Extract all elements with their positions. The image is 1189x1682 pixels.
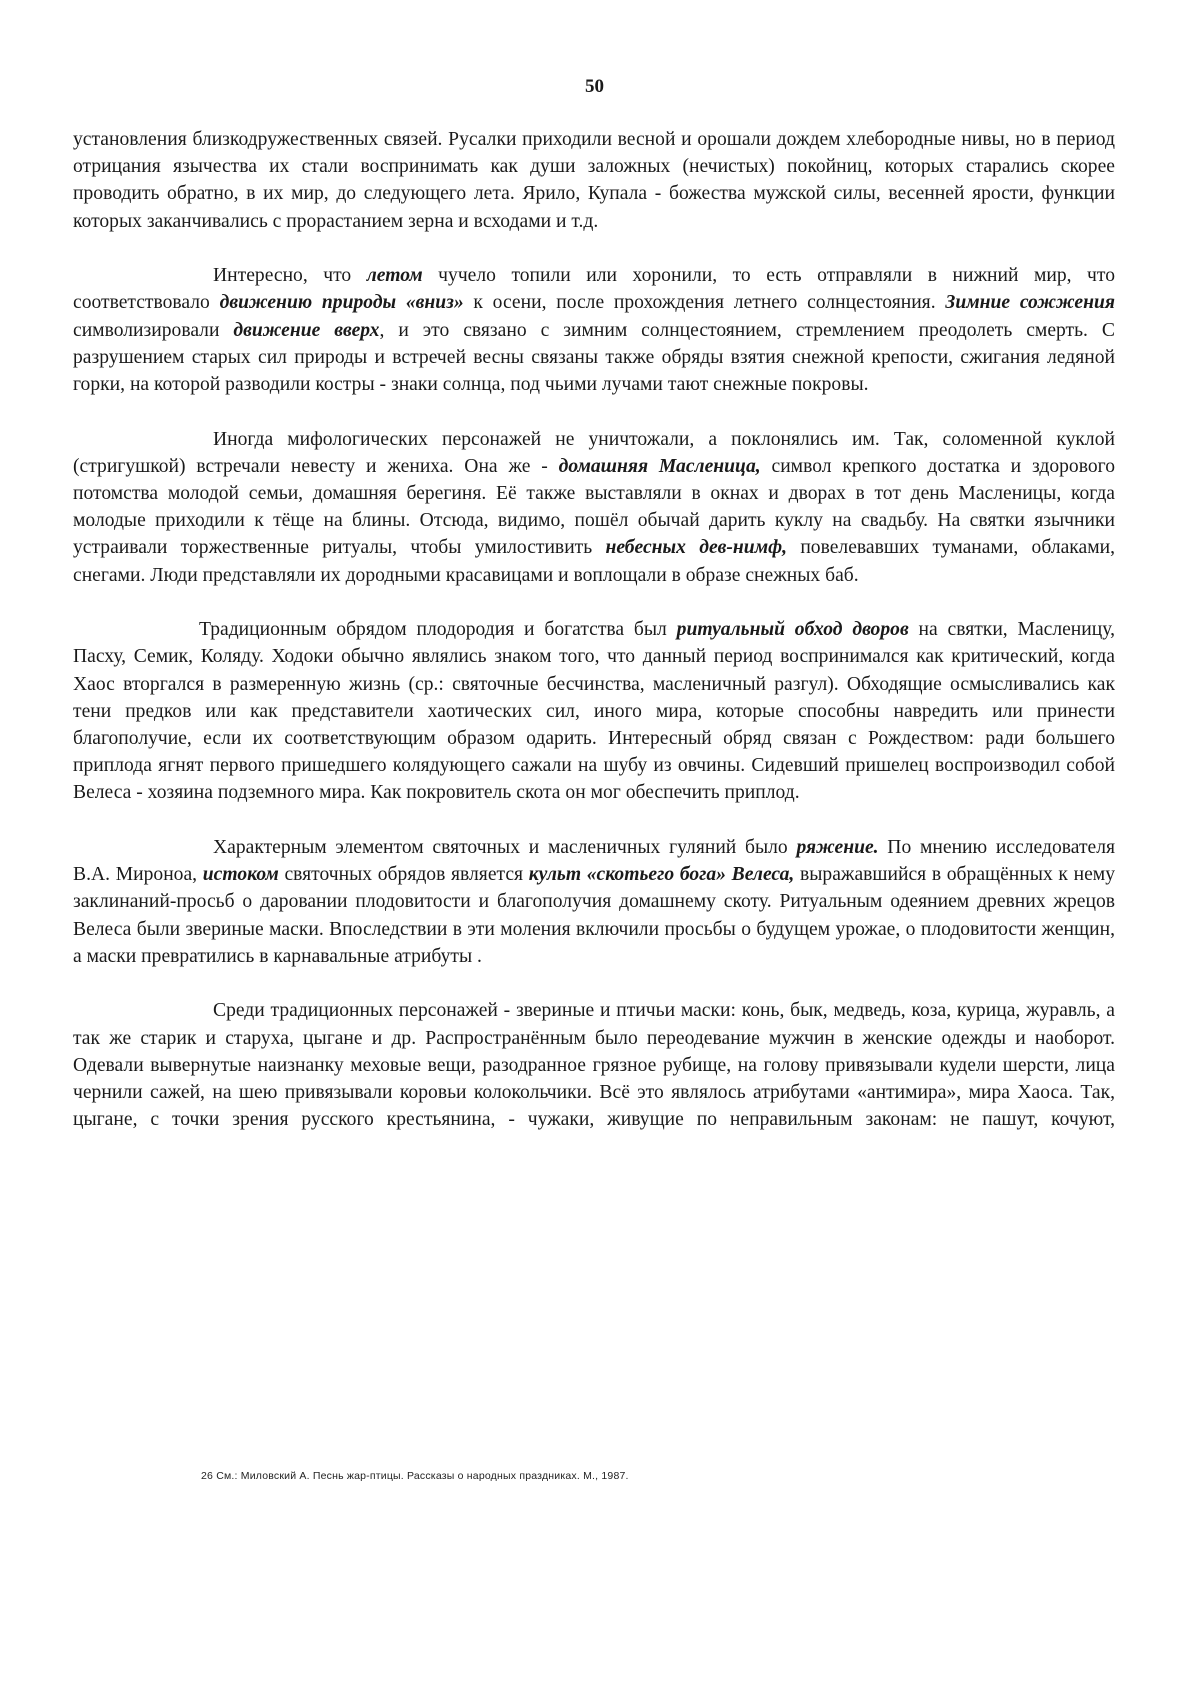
text-run: святочных обрядов является	[278, 864, 529, 886]
emphasized-term: летом	[366, 265, 423, 287]
text-run: символизировали	[73, 319, 234, 341]
text-run: Среди традиционных персонажей - звериные и птичьи маски: конь, бык, медведь, коза, курица, журавль, а так же старик и старуха, цыгане и др. Распространённым было переодевание мужчин в женские одежды и наоборот. Одевали вывернутые наизнанку меховые вещи, разодранное грязное рубище, на голову привязывали кудели шерсти, лица чернили сажей, на шею привязывали коровьи колокольчики. Всё это являлось атрибутами «антимира», мира Хаоса. Так, цыгане, с точки зрения русского крестьянина, - чужаки, живущие по неправильным законам: не пашут, кочуют,	[73, 1000, 1115, 1131]
emphasized-term: движение вверх	[233, 319, 380, 341]
paragraph-5	[73, 834, 1115, 970]
page-number: 50	[585, 76, 604, 97]
emphasized-term: домашняя Масленица,	[558, 455, 761, 477]
footnote: 26 См.: Миловский А. Песнь жар-птицы. Рассказы о народных праздниках. М., 1987.	[201, 1470, 629, 1482]
text-run: Интересно, что	[213, 265, 367, 287]
emphasized-term: истоком	[202, 864, 279, 886]
body-text	[73, 126, 1115, 1161]
text-run: По мнению исследователя В.А. Мироноа,	[73, 837, 1115, 886]
text-run: к осени, после прохождения летнего солнцестояния.	[463, 292, 946, 314]
text-run: установления близкодружественных связей. Русалки приходили весной и орошали дождем хлебородные нивы, но в период отрицания язычества их стали воспринимать как души заложных (нечистых) покойниц, которых старались скорее проводить обратно, в их мир, до следующего лета. Ярило, Купала - божества мужской силы, весенней ярости, функции которых заканчивались с прорастанием зерна и всходами и т.д.	[73, 129, 1115, 232]
emphasized-term: ритуальный обход дворов	[676, 619, 909, 641]
text-run: Характерным элементом святочных и масленичных гуляний было	[213, 837, 797, 859]
emphasized-term: небесных дев-нимф,	[605, 537, 788, 559]
text-run: , и это связано с зимним солнцестоянием, стремлением преодолеть смерть. С разрушением старых сил природы и встречей весны связаны также обряды взятия снежной крепости, сжигания ледяной горки, на которой разводили костры - знаки солнца, под чьими лучами тают снежные покровы.	[73, 319, 1115, 396]
text-run: на святки, Масленицу, Пасху, Семик, Коляду. Ходоки обычно являлись знаком того, что данный период воспринимался как критический, когда Хаос вторгался в размеренную жизнь (ср.: святочные бесчинства, масленичный разгул). Обходящие осмысливались как тени предков или как представители хаотических сил, иного мира, которые способны навредить или принести благополучие, если их соответствующим образом одарить. Интересный обряд связан с Рождеством: ради большего приплода ягнят первого пришедшего колядующего сажали на шубу из овчины. Сидевший пришелец воспроизводил собой Велеса - хозяина подземного мира. Как покровитель скота он мог обеспечить приплод.	[73, 619, 1115, 804]
paragraph-1	[73, 126, 1115, 235]
paragraph-2	[73, 262, 1115, 398]
emphasized-term: ряжение.	[796, 837, 879, 859]
paragraph-4	[73, 616, 1115, 806]
emphasized-term: культ «скотьего бога» Велеса,	[528, 864, 795, 886]
text-run: символ крепкого достатка и здорового потомства молодой семьи, домашняя берегиня. Её также выставляли в окнах и дворах в тот день Масленицы, когда молодые приходили к тёще на блины. Отсюда, видимо, пошёл обычай дарить куклу на свадьбу. На святки язычники устраивали торжественные ритуалы, чтобы умилостивить	[73, 455, 1115, 559]
text-run: выражавшийся в обращённых к нему заклинаний-просьб о даровании плодовитости и благополучия домашнему скоту. Ритуальным одеянием древних жрецов Велеса были звериные маски. Впоследствии в эти моления включили просьбы о будущем урожае, о плодовитости женщин, а маски превратились в карнавальные атрибуты .	[73, 864, 1115, 967]
text-run: чучело топили или хоронили, то есть отправляли в нижний мир, что соответствовало	[73, 265, 1115, 314]
text-run: повелевавших туманами, облаками, снегами. Люди представляли их дородными красавицами и воплощали в образе снежных баб.	[73, 537, 1115, 586]
paragraph-6	[73, 997, 1115, 1133]
text-run: Традиционным обрядом плодородия и богатства был	[199, 619, 677, 641]
text-run: Иногда мифологических персонажей не уничтожали, а поклонялись им. Так, соломенной куклой (стригушкой) встречали невесту и жениха. Она же -	[73, 428, 1115, 477]
emphasized-term: Зимние сожжения	[945, 292, 1115, 314]
emphasized-term: движению природы «вниз»	[219, 292, 464, 314]
paragraph-3	[73, 426, 1115, 589]
